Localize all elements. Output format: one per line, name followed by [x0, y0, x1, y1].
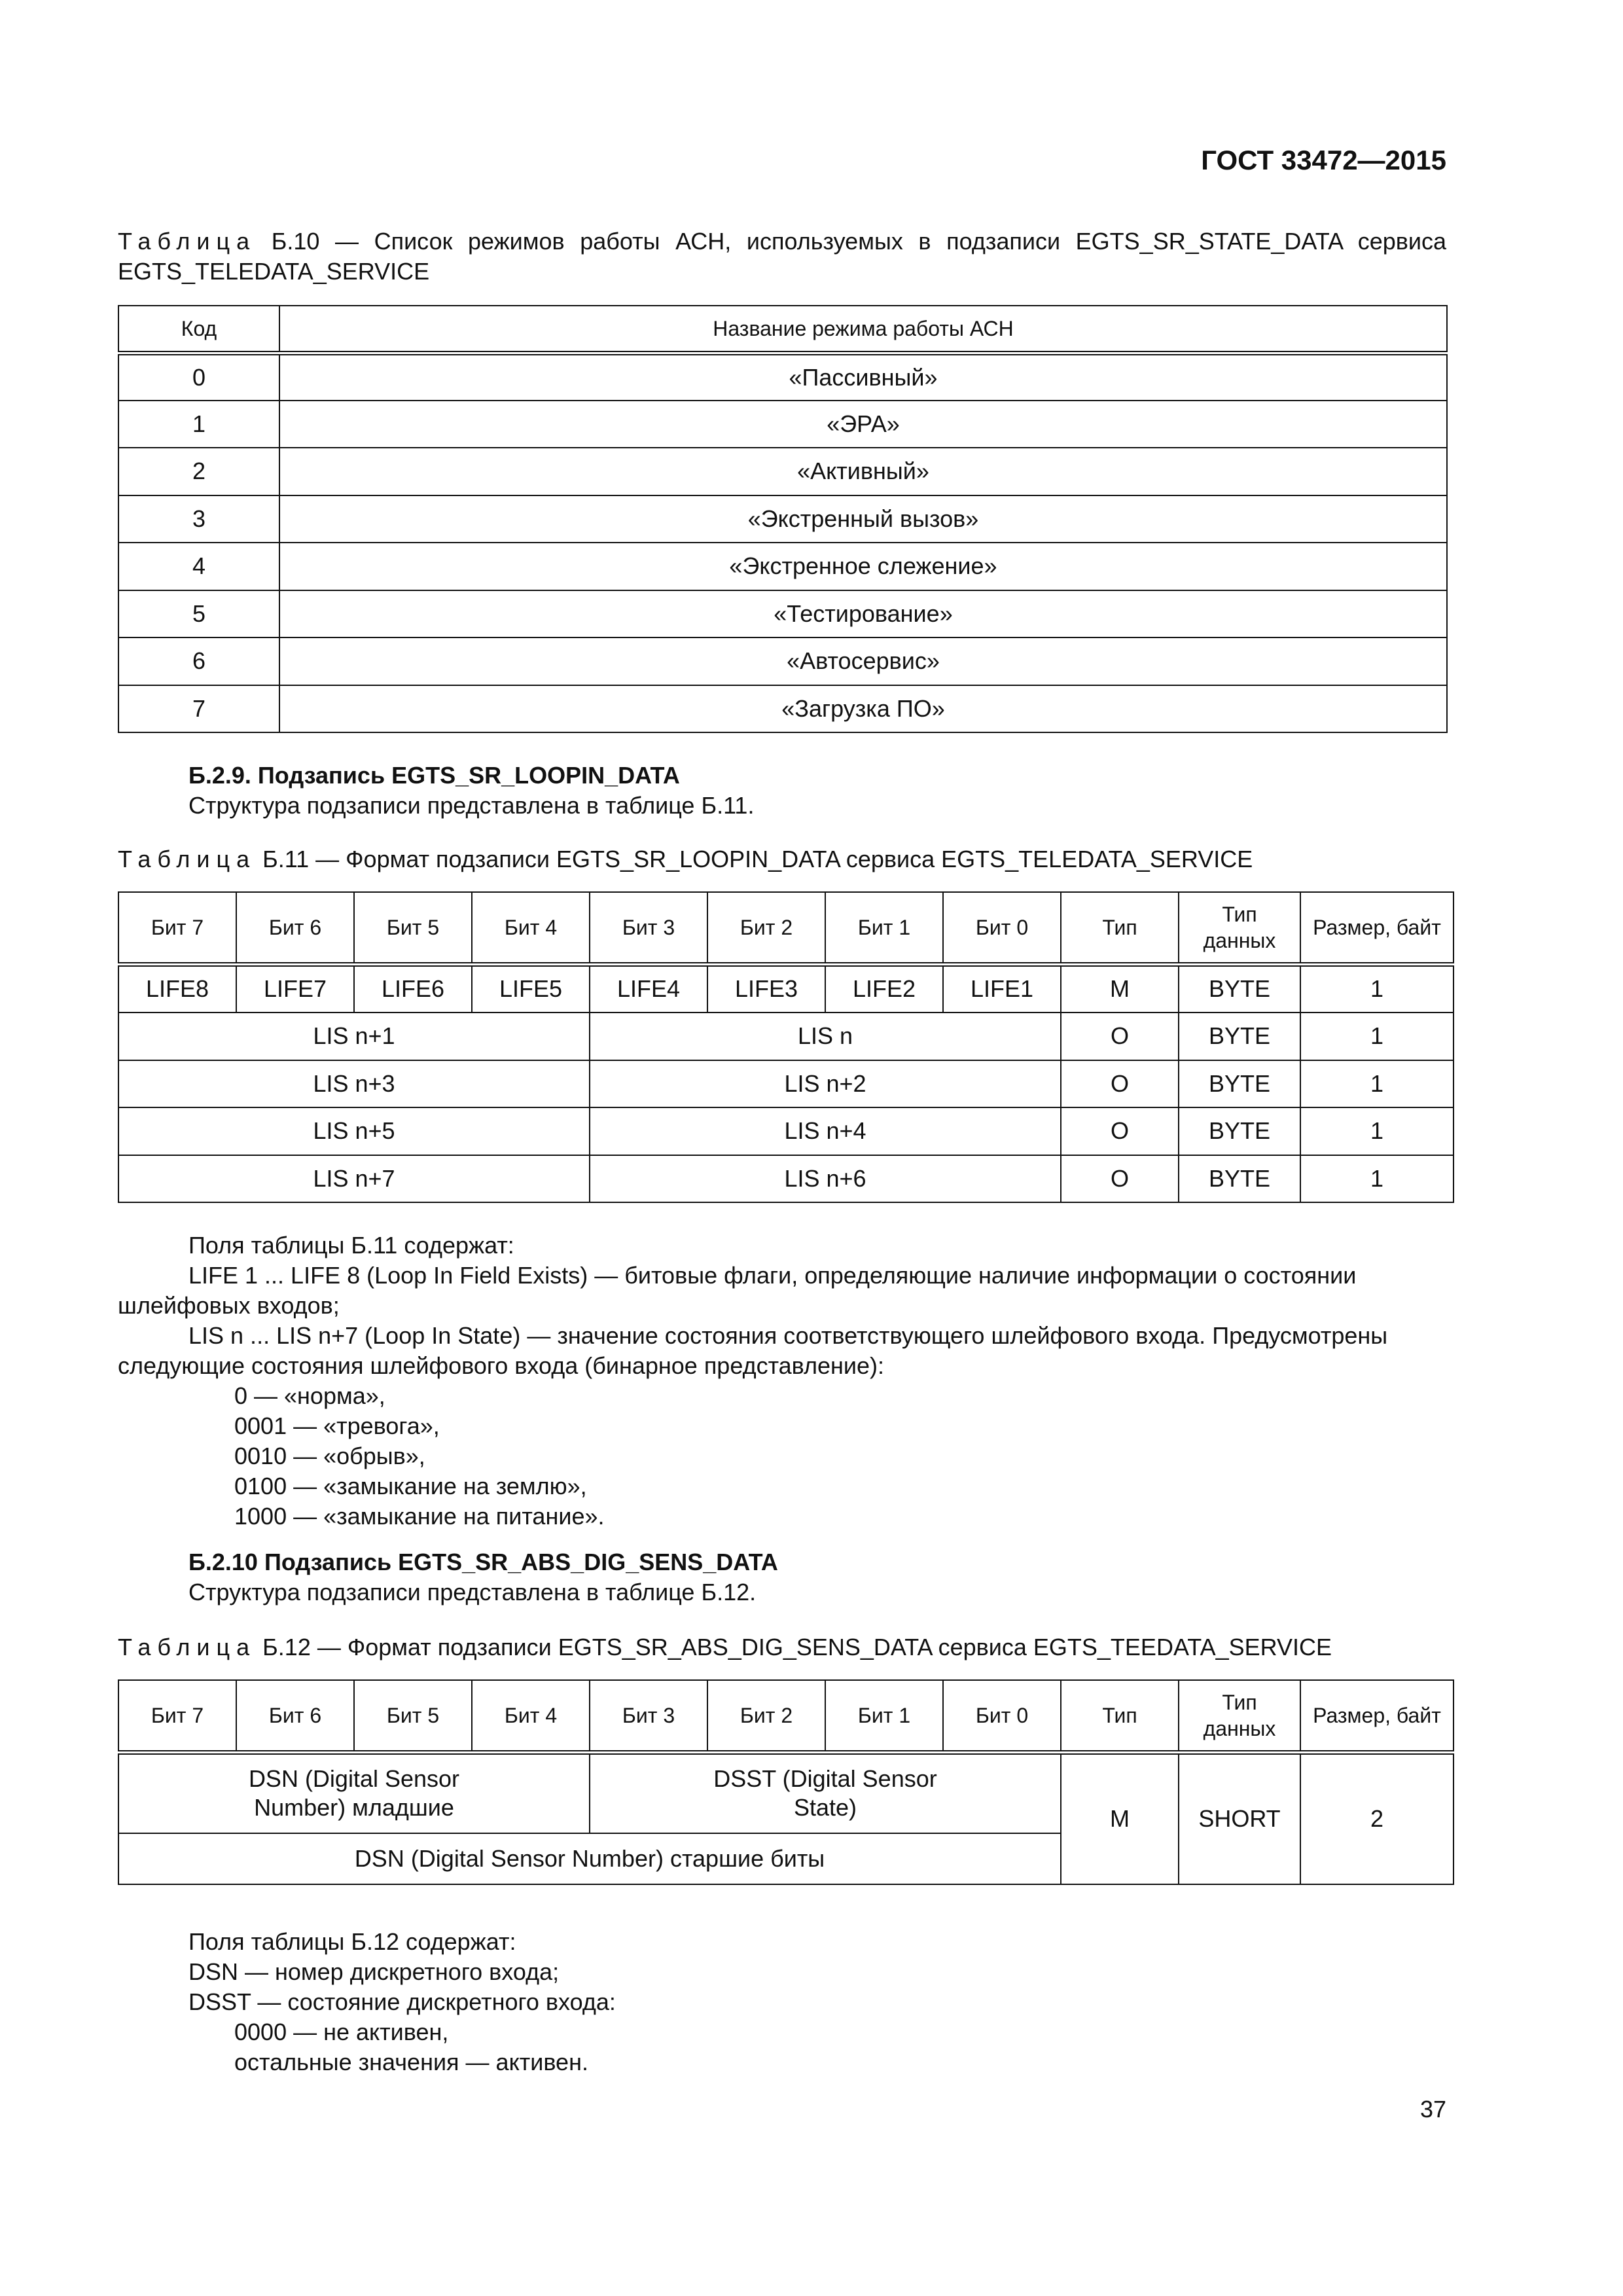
fields11-lis-description: [118, 1321, 1446, 1381]
table10-mode-cell: «Экстренный вызов»: [279, 495, 1447, 543]
table10-caption-text: Б.10 — Список режимов работы АСН, используемых в подзаписи EGTS_SR_STATE_DATA сервиса EGTS_TELEDATA_SERVICE: [118, 228, 1446, 285]
table11-lis-low-cell: LIS n+6: [590, 1155, 1061, 1203]
table11-col-header: Бит 6: [236, 892, 354, 964]
table10-code-cell: 3: [118, 495, 279, 543]
fields12-dsst: DSST — состояние дискретного входа:: [188, 1988, 616, 2015]
section-b29-intro: Структура подзаписи представлена в таблице Б.11.: [188, 792, 755, 819]
table12-dsn-low-cell: [118, 1752, 590, 1833]
value-item: остальные значения — активен.: [234, 2049, 588, 2075]
table11-col-header: Бит 0: [943, 892, 1061, 964]
table11-lis-dtype-cell: BYTE: [1179, 1060, 1300, 1108]
table12-row: [118, 1752, 1454, 1833]
fields11-lis-line2: следующие состояния шлейфового входа (бинарное представление):: [118, 1352, 885, 1379]
fields11-states-list: [118, 1381, 1563, 1532]
value-item: 0000 — не активен,: [234, 2018, 449, 2045]
table11-col-header: Тип данных: [1179, 892, 1300, 964]
table11-lis-high-cell: LIS n+3: [118, 1060, 590, 1108]
table10-mode-cell: «ЭРА»: [279, 401, 1447, 448]
table11-col-header: Бит 3: [590, 892, 707, 964]
table11-lis-size-cell: 1: [1300, 1013, 1454, 1060]
table11-lis-row: [118, 1013, 1454, 1060]
table11-lis-low-cell: LIS n+4: [590, 1107, 1061, 1155]
table10-col-mode-name: Название режима работы АСН: [279, 306, 1447, 353]
table11-life-cell: 1: [1300, 964, 1454, 1013]
table11-lis-row: [118, 1060, 1454, 1108]
table11-col-header: Размер, байт: [1300, 892, 1454, 964]
table11-lis-size-cell: 1: [1300, 1060, 1454, 1108]
table10-mode-cell: «Автосервис»: [279, 637, 1447, 685]
table12-col-header: Тип данных: [1179, 1680, 1300, 1752]
table12-col-header: Бит 5: [354, 1680, 472, 1752]
table10-code-cell: 0: [118, 353, 279, 401]
table11-col-header: Бит 4: [472, 892, 590, 964]
fields12-intro: Поля таблицы Б.12 содержат:: [188, 1928, 516, 1955]
table12-col-header: Бит 0: [943, 1680, 1061, 1752]
table12-col-header: Бит 4: [472, 1680, 590, 1752]
table11-col-header: Бит 1: [825, 892, 943, 964]
table11-lis-dtype-cell: BYTE: [1179, 1107, 1300, 1155]
table12-header-row: [118, 1680, 1454, 1752]
table10-row: [118, 448, 1447, 495]
table11-caption-text: Б.11 — Формат подзаписи EGTS_SR_LOOPIN_DATA сервиса EGTS_TELEDATA_SERVICE: [262, 846, 1253, 872]
table12-size-cell: 2: [1300, 1752, 1454, 1884]
table10-row: [118, 353, 1447, 401]
table10-row: [118, 590, 1447, 638]
table10-row: [118, 637, 1447, 685]
table11-header-row: [118, 892, 1454, 964]
table11-life-cell: LIFE2: [825, 964, 943, 1013]
table12-col-header: Бит 3: [590, 1680, 707, 1752]
table11-life-cell: M: [1061, 964, 1179, 1013]
table10-mode-cell: «Тестирование»: [279, 590, 1447, 638]
table12-dsn-low-line1: DSN (Digital Sensor: [248, 1765, 460, 1793]
table12-col-header: Бит 2: [707, 1680, 825, 1752]
table11-lis-high-cell: LIS n+1: [118, 1013, 590, 1060]
table11-life-cell: LIFE4: [590, 964, 707, 1013]
fields12-values-list: [118, 2017, 1563, 2077]
table11: [118, 891, 1454, 1203]
table12-caption: [118, 1632, 1446, 1662]
table11-lis-dtype-cell: BYTE: [1179, 1155, 1300, 1203]
table10-caption-word: Таблица: [118, 228, 257, 255]
fields11-life-line1: LIFE 1 ... LIFE 8 (Loop In Field Exists) — битовые флаги, определяющие наличие информации о состоянии: [188, 1262, 1357, 1289]
table11-lis-type-cell: O: [1061, 1107, 1179, 1155]
table11-life-row: [118, 964, 1454, 1013]
table10-code-cell: 7: [118, 685, 279, 733]
table10-code-cell: 2: [118, 448, 279, 495]
table10-row: [118, 495, 1447, 543]
table11-caption-word: Таблица: [118, 846, 257, 872]
table12-dsst-line2: State): [793, 1794, 857, 1821]
table10: [118, 305, 1448, 733]
table12-dtype-cell: SHORT: [1179, 1752, 1300, 1884]
table10-row: [118, 543, 1447, 590]
table11-lis-type-cell: O: [1061, 1060, 1179, 1108]
table11-life-cell: LIFE5: [472, 964, 590, 1013]
section-b210-heading: Б.2.10 Подзапись EGTS_SR_ABS_DIG_SENS_DATA: [188, 1549, 778, 1575]
table11-lis-high-cell: LIS n+5: [118, 1107, 590, 1155]
table12-caption-word: Таблица: [118, 1634, 257, 1660]
table11-life-cell: LIFE3: [707, 964, 825, 1013]
table12-col-header: Бит 7: [118, 1680, 236, 1752]
table11-lis-low-cell: LIS n+2: [590, 1060, 1061, 1108]
table10-mode-cell: «Экстренное слежение»: [279, 543, 1447, 590]
table12-col-header: Бит 6: [236, 1680, 354, 1752]
fields11-life-line2: шлейфовых входов;: [118, 1292, 340, 1319]
table12-dsst-line1: DSST (Digital Sensor: [713, 1765, 937, 1793]
page-number: 37: [1419, 2096, 1446, 2123]
table10-col-code: Код: [118, 306, 279, 353]
table10-code-cell: 4: [118, 543, 279, 590]
table10-header-row: [118, 306, 1447, 353]
fields11-lis-line1: LIS n ... LIS n+7 (Loop In State) — значение состояния соответствующего шлейфового входа. Предусмотрены: [188, 1322, 1388, 1349]
section-b29-heading: Б.2.9. Подзапись EGTS_SR_LOOPIN_DATA: [188, 762, 680, 789]
table11-col-header: Бит 2: [707, 892, 825, 964]
table11-col-header: Бит 7: [118, 892, 236, 964]
table10-code-cell: 5: [118, 590, 279, 638]
table10-mode-cell: «Пассивный»: [279, 353, 1447, 401]
table12-col-header: Тип: [1061, 1680, 1179, 1752]
state-item: 0001 — «тревога»,: [234, 1412, 440, 1439]
fields11-life-description: [118, 1261, 1446, 1321]
table11-lis-row: [118, 1155, 1454, 1203]
table11-lis-type-cell: O: [1061, 1013, 1179, 1060]
table11-lis-type-cell: O: [1061, 1155, 1179, 1203]
section-b210-intro: Структура подзаписи представлена в таблице Б.12.: [188, 1579, 757, 1605]
table10-code-cell: 1: [118, 401, 279, 448]
table10-code-cell: 6: [118, 637, 279, 685]
table12-col-header: Бит 1: [825, 1680, 943, 1752]
document-id-header: ГОСТ 33472—2015: [1201, 145, 1446, 175]
table11-lis-low-cell: LIS n: [590, 1013, 1061, 1060]
table10-caption: [118, 226, 1446, 287]
state-item: 0100 — «замыкание на землю»,: [234, 1473, 587, 1499]
table10-row: [118, 401, 1447, 448]
table11-col-header: Тип: [1061, 892, 1179, 964]
table11-life-cell: LIFE6: [354, 964, 472, 1013]
table11-lis-size-cell: 1: [1300, 1107, 1454, 1155]
fields12-dsn: DSN — номер дискретного входа;: [188, 1958, 560, 1985]
table10-row: [118, 685, 1447, 733]
table11-lis-size-cell: 1: [1300, 1155, 1454, 1203]
fields11-intro: Поля таблицы Б.11 содержат:: [188, 1232, 514, 1259]
table11-lis-high-cell: LIS n+7: [118, 1155, 590, 1203]
state-item: 1000 — «замыкание на питание».: [234, 1503, 605, 1530]
state-item: 0010 — «обрыв»,: [234, 1443, 425, 1469]
table11-lis-dtype-cell: BYTE: [1179, 1013, 1300, 1060]
table12-dsn-high-cell: DSN (Digital Sensor Number) старшие биты: [118, 1833, 1061, 1884]
table12: [118, 1679, 1454, 1885]
table12-type-cell: M: [1061, 1752, 1179, 1884]
table12-caption-text: Б.12 — Формат подзаписи EGTS_SR_ABS_DIG_SENS_DATA сервиса EGTS_TEEDATA_SERVICE: [262, 1634, 1332, 1660]
table11-caption: [118, 844, 1446, 874]
table10-mode-cell: «Загрузка ПО»: [279, 685, 1447, 733]
table10-mode-cell: «Активный»: [279, 448, 1447, 495]
table12-dsst-cell: [590, 1752, 1061, 1833]
table11-life-cell: BYTE: [1179, 964, 1300, 1013]
table11-life-cell: LIFE7: [236, 964, 354, 1013]
table11-lis-row: [118, 1107, 1454, 1155]
table11-life-cell: LIFE8: [118, 964, 236, 1013]
table12-col-header: Размер, байт: [1300, 1680, 1454, 1752]
table11-col-header: Бит 5: [354, 892, 472, 964]
state-item: 0 — «норма»,: [234, 1382, 385, 1409]
table12-dsn-low-line2: Number) младшие: [254, 1794, 454, 1821]
table11-life-cell: LIFE1: [943, 964, 1061, 1013]
